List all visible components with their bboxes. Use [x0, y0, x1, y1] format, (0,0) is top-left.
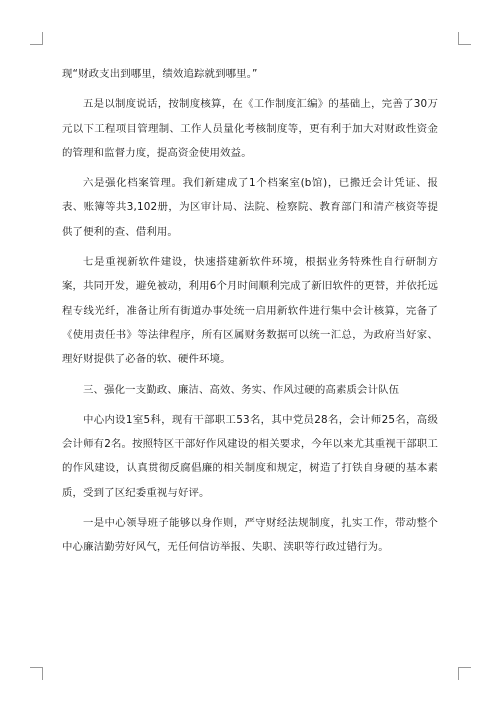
paragraph-item-six: 六是强化档案管理。我们新建成了1个档案室(b馆)，已搬迁会计凭证、报表、账簿等共3,102册，为区审计局、法院、检察院、教育部门和清产核资等提供了便利的查、借利用。 [62, 177, 438, 238]
page-corner-mark-bottom-right [458, 667, 471, 680]
page-corner-mark-bottom-left [30, 667, 43, 680]
section-heading-three: 三、强化一支勤政、廉洁、高效、务实、作风过硬的高素质会计队伍 [83, 383, 400, 396]
paragraph-continuation: 现“财政支出到哪里，绩效追踪就到哪里。” [62, 68, 258, 80]
paragraph-staff-overview: 中心内设1室5科，现有干部职工53名，其中党员28名，会计师25名，高级会计师有2名。按照特区干部好作风建设的相关要求，今年以来尤其重视干部职工的作风建设，认真贯彻反腐倡廉的相关制度和规定，树造了打铁自身硬的基本素质，受到了区纪委重视与好评。 [62, 413, 438, 499]
page-corner-mark-top-right [458, 32, 471, 45]
page-corner-mark-top-left [30, 32, 43, 45]
paragraph-item-one: 一是中心领导班子能够以身作则，严守财经法规制度，扎实工作，带动整个中心廉洁勤劳好风气，无任何信访举报、失职、渎职等行政过错行为。 [62, 517, 438, 554]
paragraph-item-five: 五是以制度说话，按制度核算，在《工作制度汇编》的基础上，完善了30万元以下工程项目管理制、工作人员量化考核制度等，更有利于加大对财政性资金的管理和监督力度，提高资金使用效益。 [62, 98, 438, 159]
document-body [62, 62, 438, 566]
paragraph-item-seven: 七是重视新软件建设，快速搭建新软件环境，根据业务特殊性自行研制方案，共同开发，避免被动，利用6个月时间顺利完成了新旧软件的更替，并依托远程专线光纤，准备让所有街道办事处统一启用新软件进行集中会计核算，完备了《使用责任书》等法律程序，所有区属财务数据可以统一汇总，为政府当好家、理好财提供了必备的软、硬件环境。 [62, 256, 438, 366]
